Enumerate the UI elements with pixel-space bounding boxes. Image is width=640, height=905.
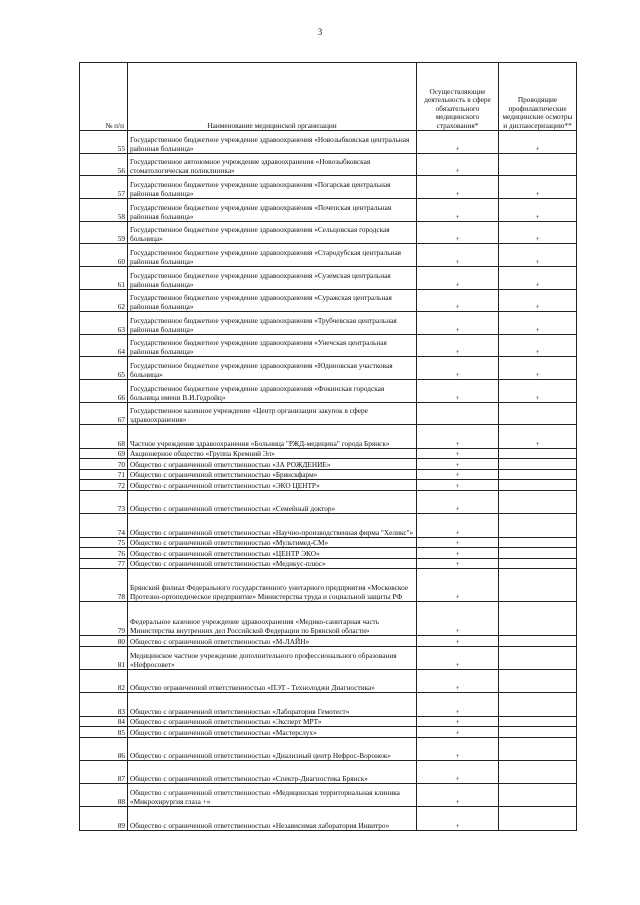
row-number: 72 <box>80 480 128 491</box>
row-prof-mark <box>499 602 577 636</box>
row-number: 58 <box>80 199 128 222</box>
row-organization-name: Государственное бюджетное учреждение здравоохранения «Трубчевская центральная районная больница» <box>128 312 417 335</box>
row-prof-mark <box>499 403 577 425</box>
table-row <box>80 244 577 267</box>
row-number: 83 <box>80 693 128 717</box>
row-prof-mark <box>499 559 577 569</box>
row-oms-mark: + <box>417 131 499 154</box>
row-prof-mark <box>499 670 577 693</box>
row-oms-mark: + <box>417 380 499 403</box>
row-oms-mark: + <box>417 548 499 559</box>
row-organization-name: Государственное бюджетное учреждение здравоохранения «Юдиновская участковая больница» <box>128 357 417 380</box>
row-number: 57 <box>80 176 128 199</box>
header-prof: Проводящие профилактические медицинские осмотры и диспансеризацию** <box>499 63 577 131</box>
row-prof-mark <box>499 514 577 538</box>
table-row <box>80 717 577 727</box>
table-row <box>80 199 577 222</box>
row-oms-mark: + <box>417 727 499 738</box>
table-row <box>80 727 577 738</box>
row-oms-mark: + <box>417 267 499 290</box>
row-prof-mark: + <box>499 357 577 380</box>
row-organization-name: Общество с ограниченной ответственностью «Спектр-Диагностика Брянск» <box>128 761 417 784</box>
row-number: 87 <box>80 761 128 784</box>
row-number: 85 <box>80 727 128 738</box>
row-number: 71 <box>80 470 128 480</box>
row-number: 73 <box>80 491 128 514</box>
row-oms-mark: + <box>417 199 499 222</box>
row-oms-mark: + <box>417 244 499 267</box>
table-row <box>80 176 577 199</box>
row-prof-mark: + <box>499 222 577 244</box>
row-organization-name: Государственное бюджетное учреждение здравоохранения «Суражская центральная районная больница» <box>128 290 417 312</box>
row-number: 55 <box>80 131 128 154</box>
table-row <box>80 267 577 290</box>
row-number: 68 <box>80 425 128 449</box>
row-number: 74 <box>80 514 128 538</box>
row-number: 66 <box>80 380 128 403</box>
row-number: 61 <box>80 267 128 290</box>
table-row <box>80 380 577 403</box>
row-number: 67 <box>80 403 128 425</box>
row-number: 89 <box>80 807 128 831</box>
table-row <box>80 154 577 176</box>
row-organization-name: Общество с ограниченной ответственностью «Научно-производственная фирма "Хеликс"» <box>128 514 417 538</box>
table-row <box>80 548 577 559</box>
table-row <box>80 538 577 548</box>
row-oms-mark: + <box>417 717 499 727</box>
row-prof-mark <box>499 538 577 548</box>
row-prof-mark <box>499 154 577 176</box>
row-organization-name: Общество с ограниченной ответственностью «Эксперт МРТ» <box>128 717 417 727</box>
row-oms-mark: + <box>417 312 499 335</box>
row-organization-name: Общество с ограниченной ответственностью «ЭКО ЦЕНТР» <box>128 480 417 491</box>
row-prof-mark <box>499 738 577 761</box>
row-oms-mark: + <box>417 154 499 176</box>
row-organization-name: Государственное бюджетное учреждение здравоохранения «Новозыбковская центральная районная больница» <box>128 131 417 154</box>
row-oms-mark: + <box>417 425 499 449</box>
row-prof-mark: + <box>499 199 577 222</box>
row-organization-name: Государственное бюджетное учреждение здравоохранения «Сельцовская городская больница» <box>128 222 417 244</box>
row-number: 65 <box>80 357 128 380</box>
row-number: 56 <box>80 154 128 176</box>
row-oms-mark: + <box>417 538 499 548</box>
row-prof-mark <box>499 480 577 491</box>
row-oms-mark: + <box>417 784 499 807</box>
row-prof-mark <box>499 647 577 670</box>
row-oms-mark: + <box>417 357 499 380</box>
row-organization-name: Общество с ограниченной ответственностью «Брянскфарм» <box>128 470 417 480</box>
row-prof-mark: + <box>499 335 577 357</box>
row-organization-name: Общество ограниченной ответственностью «ПЭТ - Технолоджи Диагностика» <box>128 670 417 693</box>
row-oms-mark: + <box>417 514 499 538</box>
row-organization-name: Государственное бюджетное учреждение здравоохранения «Стародубская центральная районная больница» <box>128 244 417 267</box>
table-row <box>80 312 577 335</box>
row-oms-mark: + <box>417 335 499 357</box>
table-header <box>80 63 577 131</box>
row-number: 84 <box>80 717 128 727</box>
row-oms-mark: + <box>417 222 499 244</box>
row-prof-mark: + <box>499 244 577 267</box>
table-row <box>80 807 577 831</box>
table-row <box>80 514 577 538</box>
header-oms: Осуществляющие деятельность в сфере обязательного медицинского страхования* <box>417 63 499 131</box>
table-row <box>80 335 577 357</box>
row-organization-name: Частное учреждение здравоохранения «Больница "РЖД-медицина" города Брянск» <box>128 425 417 449</box>
row-prof-mark: + <box>499 290 577 312</box>
row-prof-mark: + <box>499 131 577 154</box>
table-row <box>80 670 577 693</box>
table-row <box>80 647 577 670</box>
row-organization-name: Общество с ограниченной ответственностью «Мультимед-СМ» <box>128 538 417 548</box>
row-organization-name: Общество с ограниченной ответственностью «ЗА РОЖДЕНИЕ» <box>128 459 417 470</box>
row-prof-mark <box>499 693 577 717</box>
row-organization-name: Государственное бюджетное учреждение здравоохранения «Почепская центральная районная больница» <box>128 199 417 222</box>
row-number: 63 <box>80 312 128 335</box>
row-number: 86 <box>80 738 128 761</box>
table-row <box>80 222 577 244</box>
row-oms-mark: + <box>417 636 499 647</box>
row-organization-name: Брянский филиал Федерального государственного унитарного предприятия «Московское Протезно-ортопедическое предприятие» Министерства труда и социальной защиты РФ <box>128 569 417 602</box>
table-row <box>80 449 577 459</box>
row-organization-name: Государственное бюджетное учреждение здравоохранения «Погарская центральная районная больница» <box>128 176 417 199</box>
row-oms-mark: + <box>417 693 499 717</box>
row-organization-name: Государственное бюджетное учреждение здравоохранения «Унечская центральная районная больница» <box>128 335 417 357</box>
row-prof-mark: + <box>499 380 577 403</box>
row-oms-mark: + <box>417 647 499 670</box>
row-number: 80 <box>80 636 128 647</box>
table-row <box>80 569 577 602</box>
row-oms-mark <box>417 403 499 425</box>
row-organization-name: Медицинское частное учреждение дополнительного профессионального образования «Нефросовет» <box>128 647 417 670</box>
row-organization-name: Общество с ограниченной ответственностью «Медикус-плюс» <box>128 559 417 569</box>
table-row <box>80 480 577 491</box>
row-number: 70 <box>80 459 128 470</box>
row-number: 59 <box>80 222 128 244</box>
row-oms-mark: + <box>417 559 499 569</box>
table-row <box>80 491 577 514</box>
row-organization-name: Государственное бюджетное учреждение здравоохранения «Фокинская городская больница имени В.И.Гедройц» <box>128 380 417 403</box>
row-number: 62 <box>80 290 128 312</box>
row-prof-mark: + <box>499 425 577 449</box>
row-prof-mark: + <box>499 312 577 335</box>
row-organization-name: Государственное казенное учреждение «Центр организации закупок в сфере здравоохранения» <box>128 403 417 425</box>
row-oms-mark: + <box>417 807 499 831</box>
row-prof-mark <box>499 449 577 459</box>
row-number: 76 <box>80 548 128 559</box>
table-row <box>80 693 577 717</box>
table-row <box>80 602 577 636</box>
row-organization-name: Государственное бюджетное учреждение здравоохранения «Суземская центральная районная больница» <box>128 267 417 290</box>
row-number: 79 <box>80 602 128 636</box>
row-number: 82 <box>80 670 128 693</box>
table-row <box>80 761 577 784</box>
row-number: 75 <box>80 538 128 548</box>
row-prof-mark <box>499 491 577 514</box>
row-number: 81 <box>80 647 128 670</box>
row-prof-mark <box>499 470 577 480</box>
row-organization-name: Общество с ограниченной ответственностью «Семейный доктор» <box>128 491 417 514</box>
row-prof-mark <box>499 548 577 559</box>
row-prof-mark <box>499 717 577 727</box>
row-organization-name: Федеральное казенное учреждение здравоохранения «Медико-санитарная часть Министерства внутренних дел Российской Федерации по Брянской области» <box>128 602 417 636</box>
row-organization-name: Акционерное общество «Группа Кремний Эл» <box>128 449 417 459</box>
row-prof-mark <box>499 636 577 647</box>
row-organization-name: Общество с ограниченной ответственностью «М-ЛАЙН» <box>128 636 417 647</box>
row-organization-name: Общество с ограниченной ответственностью «Мастерслух» <box>128 727 417 738</box>
page-number: 3 <box>317 27 323 37</box>
row-organization-name: Общество с ограниченной ответственностью «Медицинская территориальная клиника «Микрохирургия глаза +» <box>128 784 417 807</box>
table-row <box>80 636 577 647</box>
row-prof-mark <box>499 727 577 738</box>
row-oms-mark: + <box>417 670 499 693</box>
row-oms-mark: + <box>417 449 499 459</box>
row-oms-mark: + <box>417 569 499 602</box>
row-organization-name: Общество с ограниченной ответственностью «ЦЕНТР ЭКО» <box>128 548 417 559</box>
row-organization-name: Общество с ограниченной ответственностью «Диализный центр Нефрос-Воронеж» <box>128 738 417 761</box>
row-oms-mark: + <box>417 491 499 514</box>
table-row <box>80 425 577 449</box>
header-name: Наименование медицинской организации <box>128 63 417 131</box>
row-prof-mark: + <box>499 267 577 290</box>
header-num: № п/п <box>80 63 128 131</box>
row-oms-mark: + <box>417 470 499 480</box>
row-oms-mark: + <box>417 761 499 784</box>
row-prof-mark <box>499 761 577 784</box>
row-oms-mark: + <box>417 459 499 470</box>
table-body <box>80 131 577 831</box>
table-row <box>80 290 577 312</box>
table-row <box>80 459 577 470</box>
table-row <box>80 131 577 154</box>
table-row <box>80 357 577 380</box>
row-number: 64 <box>80 335 128 357</box>
table-row <box>80 470 577 480</box>
row-oms-mark: + <box>417 738 499 761</box>
table-row <box>80 559 577 569</box>
row-number: 69 <box>80 449 128 459</box>
row-organization-name: Общество с ограниченной ответственностью «Независимая лаборатория Инвитро» <box>128 807 417 831</box>
row-prof-mark <box>499 784 577 807</box>
row-prof-mark <box>499 459 577 470</box>
row-number: 77 <box>80 559 128 569</box>
row-number: 60 <box>80 244 128 267</box>
row-oms-mark: + <box>417 176 499 199</box>
row-prof-mark <box>499 807 577 831</box>
table-row <box>80 784 577 807</box>
row-oms-mark: + <box>417 480 499 491</box>
row-prof-mark <box>499 569 577 602</box>
table-row <box>80 738 577 761</box>
row-number: 78 <box>80 569 128 602</box>
row-organization-name: Общество с ограниченной ответственностью «Лаборатория Гемотест» <box>128 693 417 717</box>
row-number: 88 <box>80 784 128 807</box>
table-row <box>80 403 577 425</box>
row-oms-mark: + <box>417 290 499 312</box>
row-oms-mark: + <box>417 602 499 636</box>
row-organization-name: Государственное автономное учреждение здравоохранения «Новозыбковская стоматологическая поликлиника» <box>128 154 417 176</box>
medical-organizations-table <box>79 62 577 831</box>
row-prof-mark: + <box>499 176 577 199</box>
